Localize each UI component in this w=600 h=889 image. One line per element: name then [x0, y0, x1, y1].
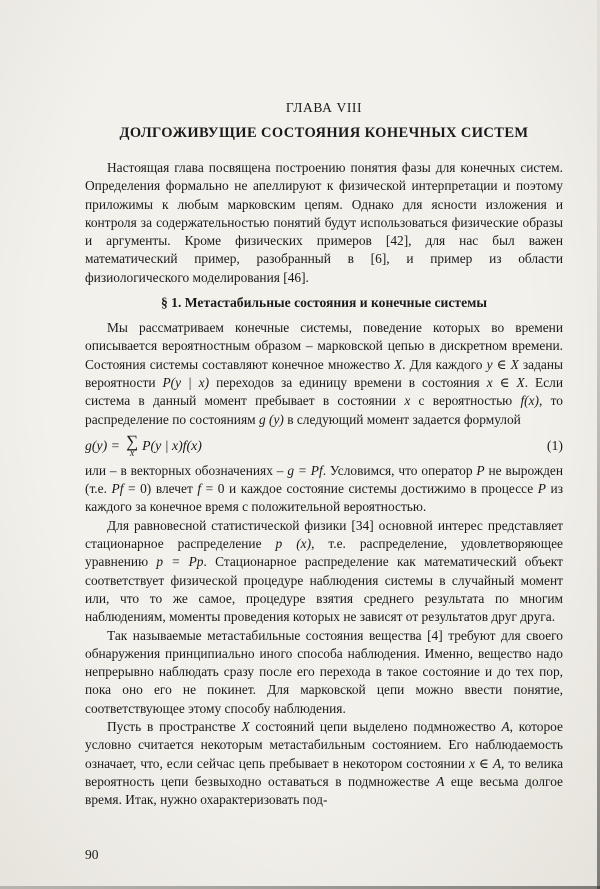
text-run: . Для каждого [402, 356, 487, 372]
text-run: из каждого за конечное время с положительной вероятностью. [85, 481, 563, 515]
text-run: ∈ [474, 755, 493, 771]
summation-symbol [125, 431, 139, 459]
text-run: переходов за единицу времени в состояния [209, 374, 487, 390]
math-variable: Pf [111, 481, 124, 497]
page-number: 90 [85, 847, 99, 862]
text-run: с вероятностью [410, 393, 521, 409]
formula-1 [85, 431, 563, 459]
math-variable: A [492, 755, 502, 771]
text-run: , которое условно считается некоторым метастабильным состоянием. Его наблюдаемость означает, что, если сейчас цепь пребывает в некотором состоянии [85, 719, 563, 771]
math-variable: p (x) [275, 536, 312, 552]
math-variable: P [476, 462, 485, 478]
math-variable: f(x) [520, 393, 540, 409]
math-variable: A [501, 719, 510, 735]
math-variable: P [537, 481, 546, 497]
math-variable: A [436, 773, 445, 789]
math-variable: X [510, 356, 519, 372]
formula-lhs: g(y) = [85, 438, 120, 454]
math-variable: x [468, 755, 475, 771]
text-run: , то велика вероятность цепи безвыходно оставаться в подмножестве [85, 755, 564, 789]
text-run: Для равновесной статистической физики [34] основной интерес представляет стационарное распределение [85, 517, 563, 552]
text-run: в следующий момент задается формулой [283, 411, 521, 427]
text-run: = 0) влечет [123, 481, 198, 497]
math-variable: f [197, 481, 202, 497]
text-run: , то распределение по состояниям [85, 393, 563, 427]
formula-rhs: P(y | x)f(x) [142, 438, 202, 454]
formula-expression [85, 431, 202, 459]
math-variable: x [404, 393, 411, 409]
text-run: ∈ [492, 374, 517, 390]
text-run: заданы вероятности [85, 356, 564, 390]
paragraph [85, 319, 563, 429]
intro-text [85, 159, 563, 287]
text-run: Настоящая глава посвящена построению понятия фазы для конечных систем. Определения формально не апеллируют к физической интерпретации и поэтому приложимы к любым марковским цепям. Однако для ясности изложения и контроля за содержательностью понятий будут использоваться физические образы и аргументы. Кроме физических примеров [42], для нас был важен математический пример, разобранный в [6], и пример из области физиологического моделирования [46]. [85, 160, 563, 285]
text-run: ∈ [492, 356, 511, 372]
paragraph [85, 462, 563, 517]
text-run: Пусть в пространстве [107, 719, 242, 735]
math-variable: X [241, 719, 250, 735]
math-variable: P(y | x) [162, 374, 210, 390]
math-variable: g (y) [258, 411, 284, 427]
text-run: или – в векторных обозначениях – [85, 462, 288, 478]
math-variable: X [516, 374, 525, 390]
sum-index: x [129, 447, 135, 459]
chapter-label: ГЛАВА VIII [285, 100, 363, 115]
section-heading: § 1. Метастабильные состояния и конечные системы [160, 295, 488, 311]
text-run: состояний цепи выделено подмножество [249, 719, 502, 735]
text-run: . Стационарное распределение как математический объект соответствует физической процедуре наблюдения системы в случайный момент или, что то же самое, процедуре взятия среднего результата по многим наблюдениям, моменты проведения которых не зависят от результатов друг друга. [85, 554, 563, 625]
math-variable: y [486, 356, 493, 372]
text-run: Так называемые метастабильные состояния вещества [4] требуют для своего обнаружения принципиально иного способа наблюдения. Именно, вещество надо непрерывно наблюдать сразу после его перехода в такое состояние и до тех пор, пока оно его не покинет. Для марковской цепи можно ввести понятие, соответствующее этому способу наблюдения. [85, 627, 563, 716]
section-text-after-formula [85, 462, 563, 810]
equation-number: (1) [546, 438, 563, 454]
math-variable: X [393, 356, 403, 372]
paragraph [85, 159, 563, 287]
section-text-before-formula [85, 319, 563, 429]
text-run: , т.е. распределение, удовлетворяющее уравнению [85, 536, 563, 570]
chapter-title: ДОЛГОЖИВУЩИЕ СОСТОЯНИЯ КОНЕЧНЫХ СИСТЕМ [119, 125, 529, 141]
math-variable: g = Pf [287, 462, 323, 478]
text-run: Мы рассматриваем конечные системы, поведение которых во времени описывается вероятностным образом – марковской цепью в дискретном времени. Состояния системы составляют конечное множество [85, 320, 563, 372]
text-run: = 0 и каждое состояние системы достижимо в процессе [201, 481, 538, 497]
sigma-glyph: ∑ [125, 431, 139, 451]
text-run: еще весьма долгое время. Итак, нужно охарактеризовать под- [85, 773, 563, 808]
paragraph [85, 627, 563, 718]
math-variable: x [486, 374, 493, 390]
text-run: не вырожден (т.е. [85, 462, 563, 497]
text-run: . Если система в данный момент пребывает в состоянии [85, 374, 564, 409]
paragraph [85, 517, 563, 627]
math-variable: p = Pp [156, 554, 204, 570]
text-run: . Условимся, что оператор [322, 462, 477, 478]
paragraph [85, 718, 563, 809]
